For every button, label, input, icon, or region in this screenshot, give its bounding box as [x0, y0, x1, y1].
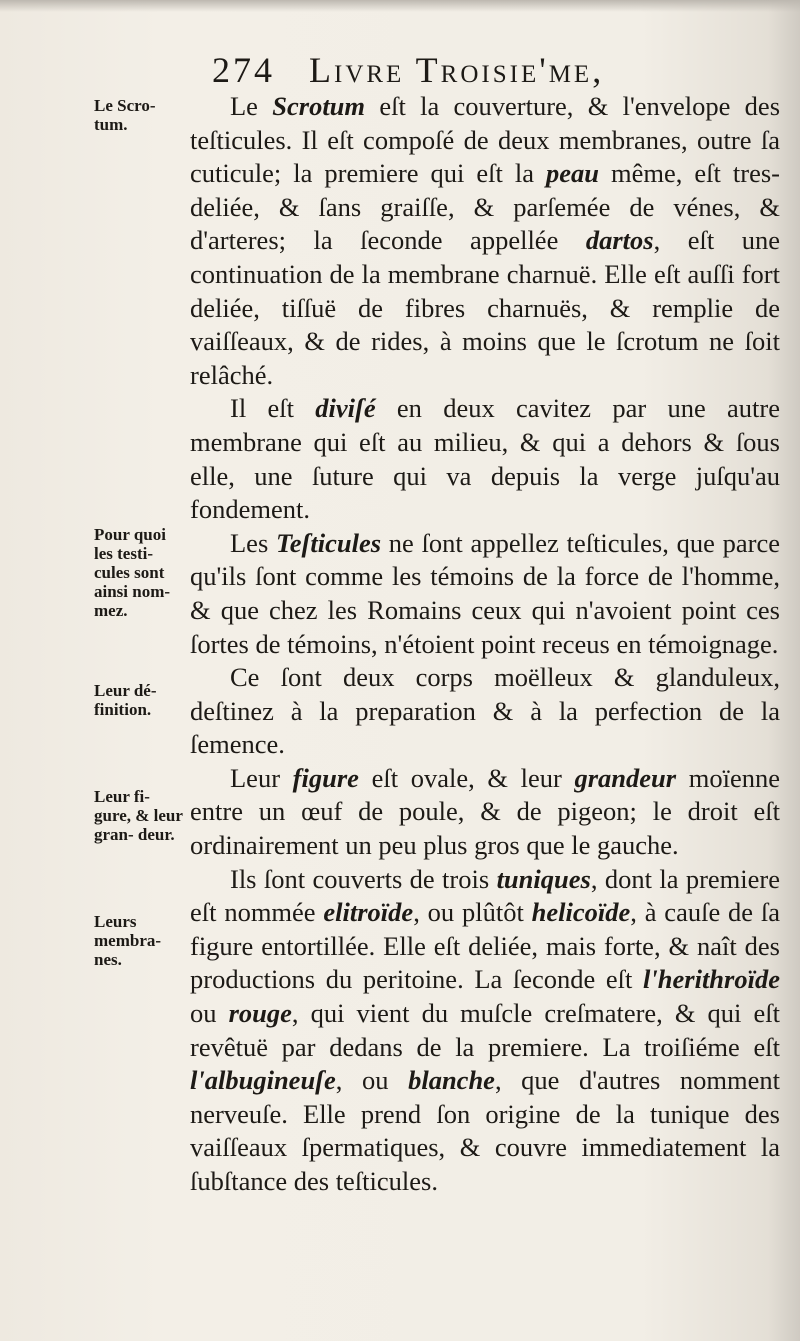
paragraph-scrotum: Le Scrotum eſt la couverture, & l'envelope des teſticules. Il eſt compoſé de deux membranes, outre ſa cuticule; la premiere qui eſt la peau même, eſt tres-deliée, & ſans graiſſe, & parſemée de vénes, & d'arteres; la ſeconde appellée dartos, eſt une continuation de la membrane charnuë. Elle eſt auſſi fort deliée, tiſſuë de fibres charnuës, & remplie de vaiſſeaux, & de rides, à moins que le ſcrotum ne ſoit relâché.: [190, 91, 781, 390]
main-text: [190, 90, 780, 1199]
running-head: [212, 50, 772, 90]
paragraph-testicules: Les Teſticules ne ſont appellez teſticules, que parce qu'ils ſont comme les témoins de la force de l'homme, & que chez les Romains ceux qui n'avoient point ces ſortes de témoins, n'étoient point receus en témoignage.: [190, 527, 781, 659]
margin-note-testicules-name: Pour quoi les testi- cules sont ainsi nom- mez.: [94, 525, 171, 620]
paragraph-tuniques: Ils ſont couverts de trois tuniques, dont la premiere eſt nommée elitroïde, ou plûtôt helicoïde, à cauſe de ſa figure entortillée. Elle eſt deliée, mais forte, & naît des productions du peritoine. La ſeconde eſt l'herithroïde ou rouge, qui vient du muſcle creſmatere, & qui eſt revêtuë par dedans de la premiere. La troiſiéme eſt l'albugineuſe, ou blanche, que d'autres nomment nerveuſe. Elle prend ſon origine de la tunique des vaiſſeaux ſpermatiques, & couvre immediatement la ſubſtance des teſticules.: [190, 863, 781, 1196]
margin-note-scrotum: Le Scro- tum.: [94, 96, 156, 134]
page-number: 274: [212, 50, 275, 90]
margin-note-membranes: Leurs membra- nes.: [94, 912, 162, 969]
running-title: Livre Troisie'me,: [309, 50, 605, 90]
page-top-edge: [0, 0, 800, 12]
paragraph-definition: Ce ſont deux corps moëlleux & glanduleux, deſtinez à la preparation & à la perfection de la ſemence.: [190, 662, 780, 760]
margin-note-figure-grandeur: Leur fi- gure, & leur gran- deur.: [94, 787, 183, 844]
paragraph-divise: Il eſt diviſé en deux cavitez par une autre membrane qui eſt au milieu, & qui a dehors & ſous elle, une ſuture qui va depuis la verge juſqu'au fondement.: [190, 393, 780, 525]
paragraph-figure: Leur figure eſt ovale, & leur grandeur moïenne entre un œuf de poule, & de pigeon; le droit eſt ordinairement un peu plus gros que le gauche.: [190, 762, 780, 861]
margin-note-definition: Leur dé- finition.: [94, 681, 157, 719]
